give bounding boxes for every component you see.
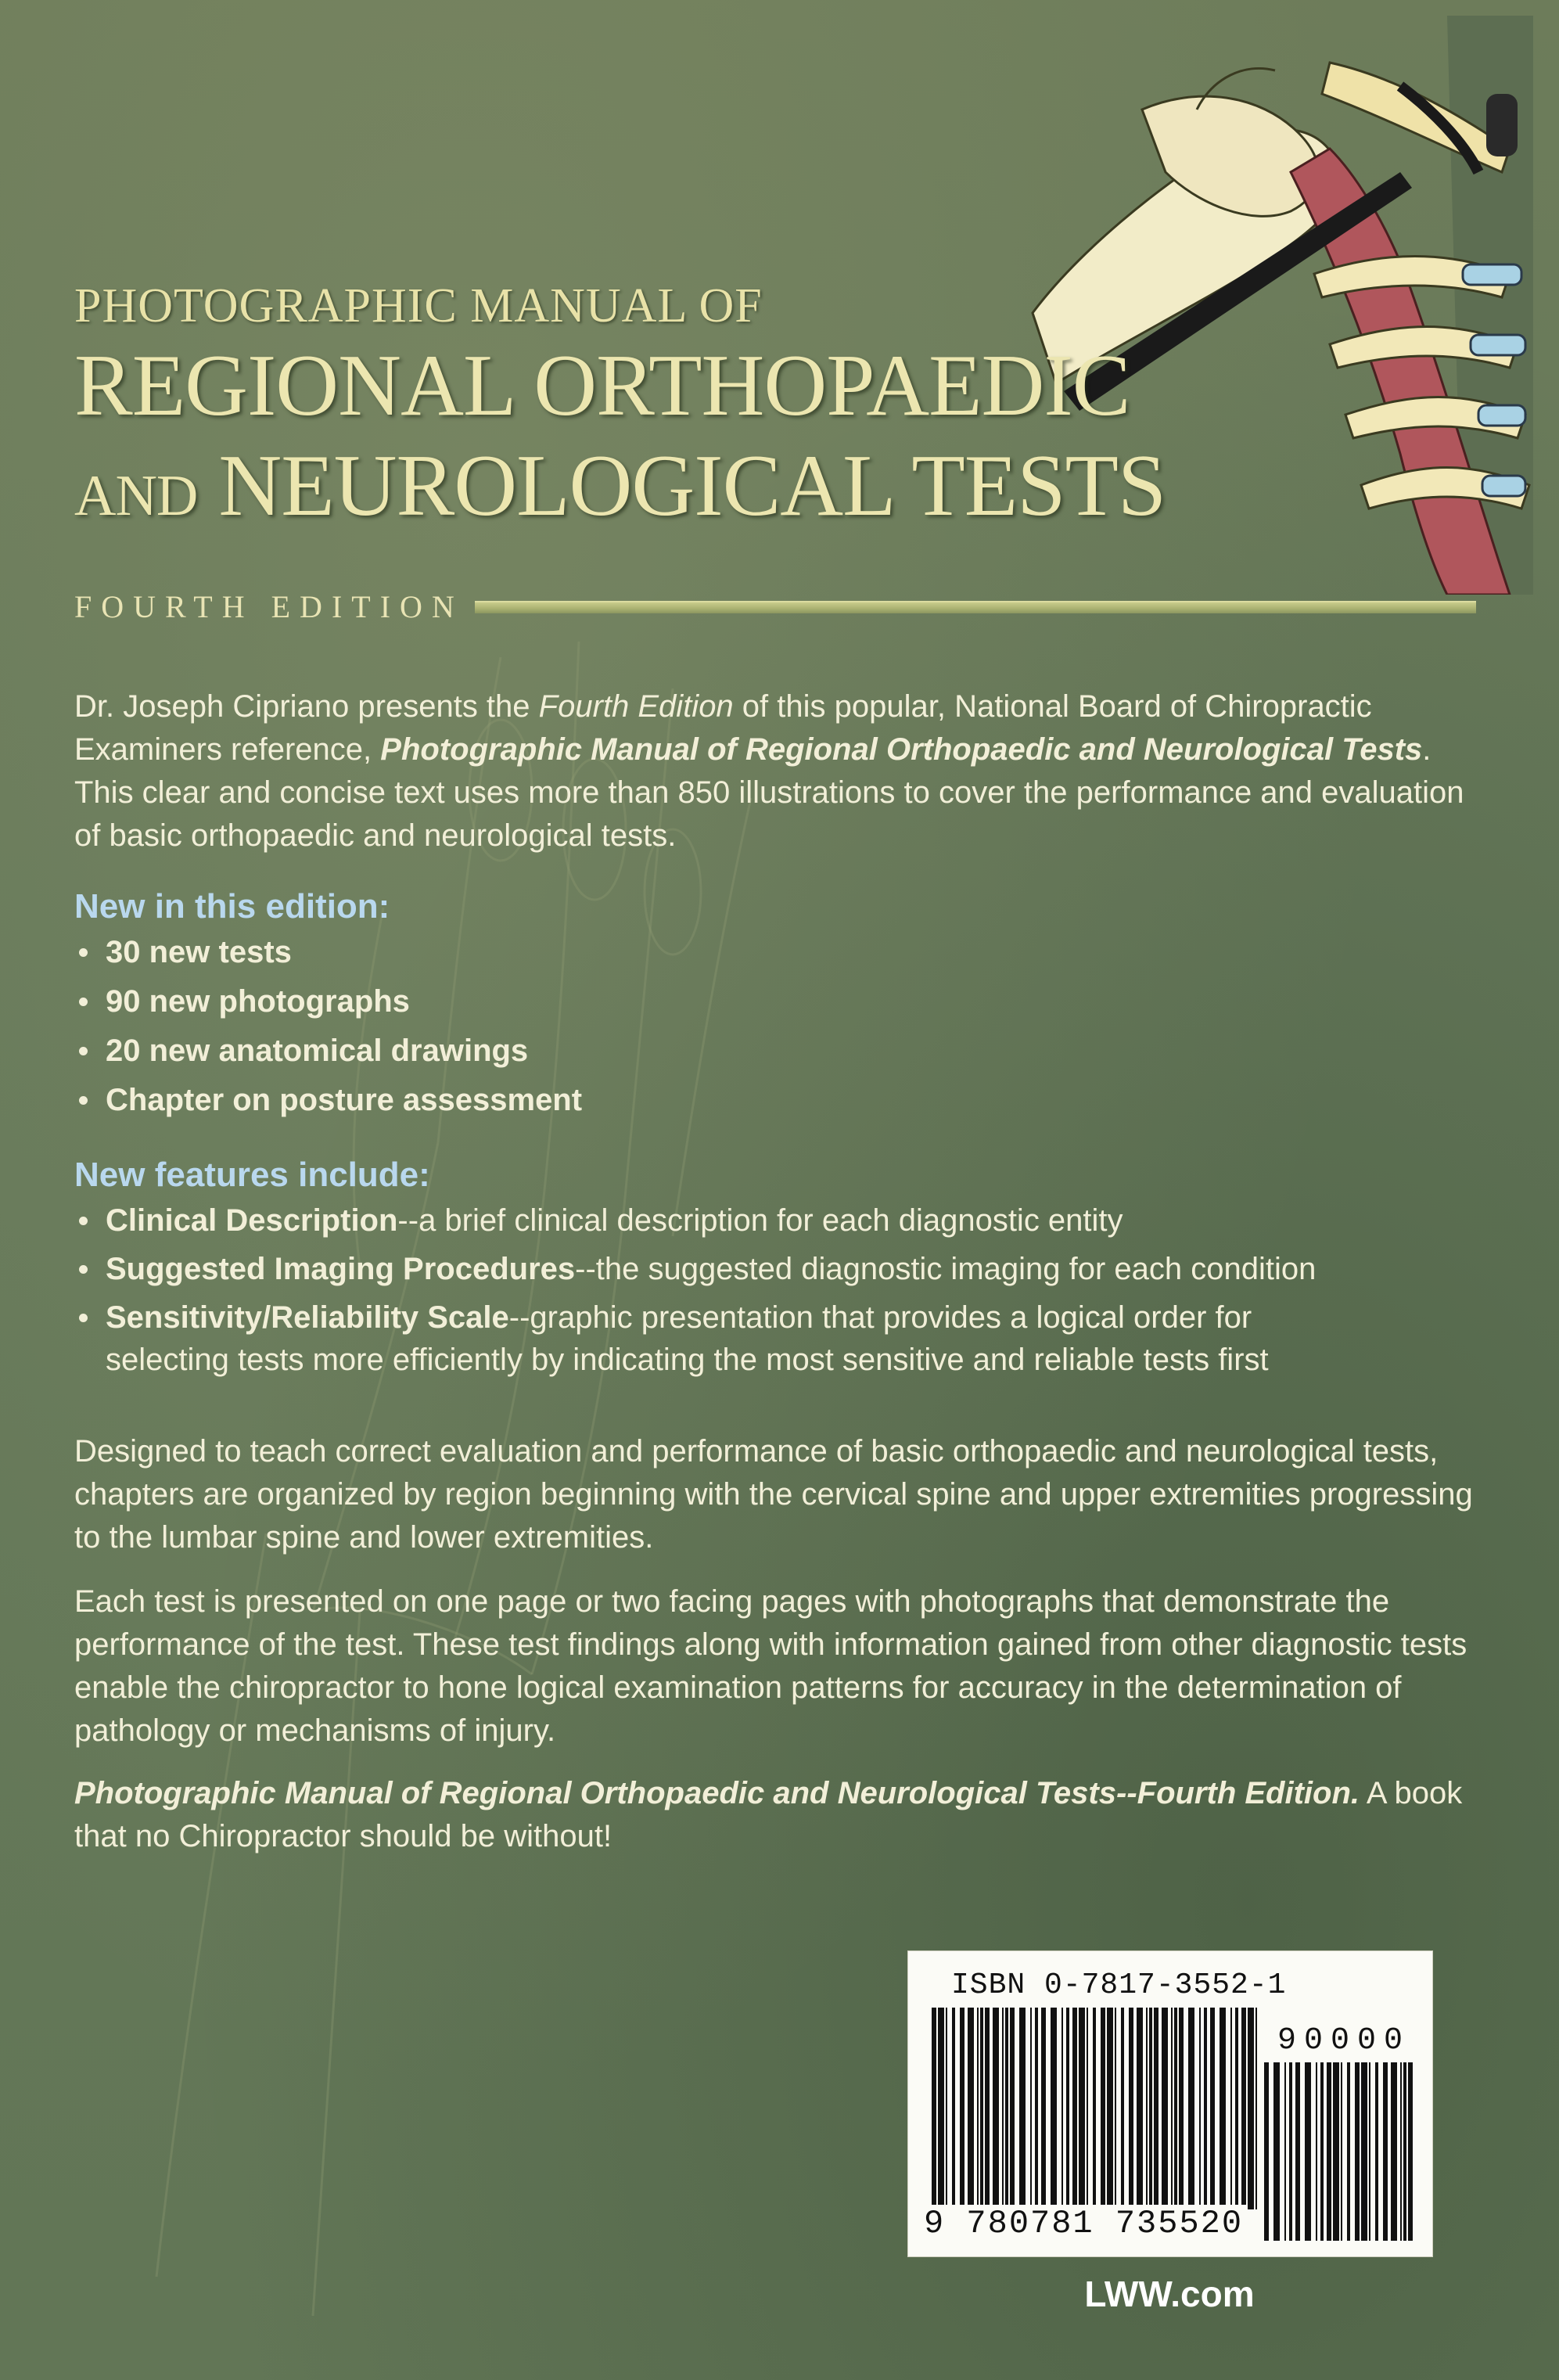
barcode-bar [1087,2008,1088,2209]
barcode-bar [1174,2008,1177,2209]
barcode-bar [1391,2062,1397,2241]
barcode-bar [938,2008,944,2209]
barcode-bar [1264,2062,1269,2241]
barcode-bar [1289,2062,1292,2241]
ean-digits: 9 780781 735520 [919,2205,1248,2242]
new-features-section [74,1153,1490,1382]
barcode-bar [1210,2008,1215,2209]
closing-text: A book that no Chiropractor should be without! [74,1776,1463,1853]
barcode-bar [952,2008,955,2209]
ean-bars [932,2008,1264,2209]
barcode-bar [946,2008,947,2209]
barcode-bar [1041,2008,1046,2209]
edition-rule [475,601,1476,613]
barcode-bar [1230,2008,1232,2209]
barcode-bar [1005,2008,1008,2209]
barcode-bar [1019,2008,1026,2209]
feature-desc: --the suggested diagnostic imaging for each condition [575,1252,1317,1286]
feature-desc: --graphic presentation that provides a logical order for [508,1300,1252,1335]
edition-row [74,588,1476,625]
publisher-website: LWW.com [1084,2274,1255,2314]
barcode-bar [1347,2062,1350,2241]
barcode-bar [1375,2062,1378,2241]
new-in-edition-list [74,928,1490,1125]
barcode-bar [1030,2008,1032,2209]
barcode-bar [1061,2008,1063,2209]
edition-label: FOURTH EDITION [74,589,464,624]
barcode-bar [1115,2008,1116,2209]
intro-text-3: . This clear and concise text uses more than 850 illustrations to cover the performance and evaluation of basic orthopaedic and neurological tests. [74,732,1464,853]
barcode-bar [1162,2008,1168,2209]
new-features-heading: New features include: [74,1156,430,1194]
barcode-bar [985,2008,990,2209]
barcode-bar [1146,2008,1148,2209]
barcode-bar [1129,2008,1133,2209]
new-in-edition-heading: New in this edition: [74,887,390,926]
barcode-bar [1369,2062,1370,2241]
barcode-bar [1188,2008,1194,2209]
barcode-bar [1305,2062,1311,2241]
new-features-list [74,1196,1490,1382]
barcode-bar [1220,2008,1226,2209]
barcode-bar [1403,2062,1406,2241]
list-item: 30 new tests [74,928,1490,977]
barcode-bar [1179,2008,1184,2209]
barcode-bar [1295,2062,1300,2241]
barcode-bar [1327,2062,1331,2241]
barcode-bar [968,2008,974,2209]
barcode-bar [1066,2008,1069,2209]
feature-desc-continued: selecting tests more efficiently by indicating the most sensitive and reliable tests first [106,1343,1269,1377]
book-title [74,279,1166,535]
title-line-3-main: NEUROLOGICAL TESTS [218,437,1166,535]
barcode-bar [993,2008,999,2209]
barcode-bar [1051,2008,1057,2209]
barcode-bar [1316,2062,1317,2241]
barcode-bar [1035,2008,1038,2209]
barcode-bar [1248,2008,1254,2209]
closing-paragraph [74,1772,1490,1858]
barcode-bar [1002,2008,1004,2209]
closing-book-title: Photographic Manual of Regional Orthopaedic and Neurological Tests--Fourth Edition. [74,1776,1360,1810]
designed-paragraph [74,1430,1490,1559]
title-line-3-prefix: AND [74,464,198,529]
barcode-bar [960,2008,964,2209]
barcode-bar [1199,2008,1201,2209]
list-item: 20 new anatomical drawings [74,1026,1490,1076]
list-item [74,1293,1490,1382]
feature-desc: --a brief clinical description for each diagnostic entity [397,1203,1123,1238]
barcode-bar [1079,2008,1085,2209]
barcode-bar [1408,2062,1413,2241]
barcode-bar [1171,2008,1173,2209]
feature-term: Sensitivity/Reliability Scale [106,1300,509,1335]
designed-text: Designed to teach correct evaluation and performance of basic orthopaedic and neurological tests, chapters are organized by region beginning with the cervical spine and upper extremities progressing to the lumbar spine and lower extremities. [74,1434,1473,1555]
barcode-bar [1154,2008,1158,2209]
title-line-1: PHOTOGRAPHIC MANUAL OF [74,279,763,333]
barcode-bar [1010,2008,1015,2209]
barcode-bar [1400,2062,1402,2241]
barcode-bar [1333,2062,1339,2241]
barcode-bar [1101,2008,1105,2209]
barcode-bar [1255,2008,1257,2209]
list-item: Chapter on posture assessment [74,1076,1490,1125]
intro-text-2: of this popular, National Board of Chiropractic Examiners reference, [74,689,1372,767]
barcode-bar [1107,2008,1113,2209]
isbn-number: ISBN 0-7817-3552-1 [951,1968,1287,2002]
barcode-bar [1072,2008,1077,2209]
each-test-text: Each test is presented on one page or two facing pages with photographs that demonstrate the performance of the test. These test findings along with information gained from other diagnostic tests enable the chiropractor to hone logical examination patterns for accuracy in the determination of pathology or mechanisms of injury. [74,1584,1467,1748]
barcode-bar [1361,2062,1367,2241]
intro-book-title: Photographic Manual of Regional Orthopaedic and Neurological Tests [380,732,1423,767]
barcode-bar [932,2008,936,2209]
barcode-bar [1355,2062,1360,2241]
barcode-bar [980,2008,983,2209]
barcode-bar [977,2008,979,2209]
barcode-bar [1241,2008,1246,2209]
each-test-paragraph [74,1580,1490,1753]
barcode-bar [1204,2008,1207,2209]
feature-term: Suggested Imaging Procedures [106,1252,576,1286]
barcode-bar [1121,2008,1124,2209]
title-line-3 [74,437,1166,535]
barcode-bar [1093,2008,1096,2209]
barcode-bar [1320,2062,1324,2241]
intro-text-1: Dr. Joseph Cipriano presents the [74,689,539,724]
list-item [74,1196,1490,1245]
list-item: 90 new photographs [74,977,1490,1026]
barcode-bar [1235,2008,1238,2209]
title-line-2: REGIONAL ORTHOPAEDIC [74,337,1130,434]
barcode-bar [1284,2062,1286,2241]
new-in-edition-section [74,885,1490,1125]
barcode-bar [1137,2008,1143,2209]
barcode-bar [1273,2062,1280,2241]
addon-bars [1264,2062,1413,2241]
barcode-bar [1149,2008,1152,2209]
isbn-barcode [907,1950,1433,2257]
barcode-bar [1341,2062,1342,2241]
list-item [74,1245,1490,1293]
intro-edition-italic: Fourth Edition [538,689,734,724]
price-addon-digits: 90000 [1277,2023,1411,2058]
barcode-bar [1383,2062,1388,2241]
feature-term: Clinical Description [106,1203,398,1238]
intro-paragraph [74,685,1490,857]
